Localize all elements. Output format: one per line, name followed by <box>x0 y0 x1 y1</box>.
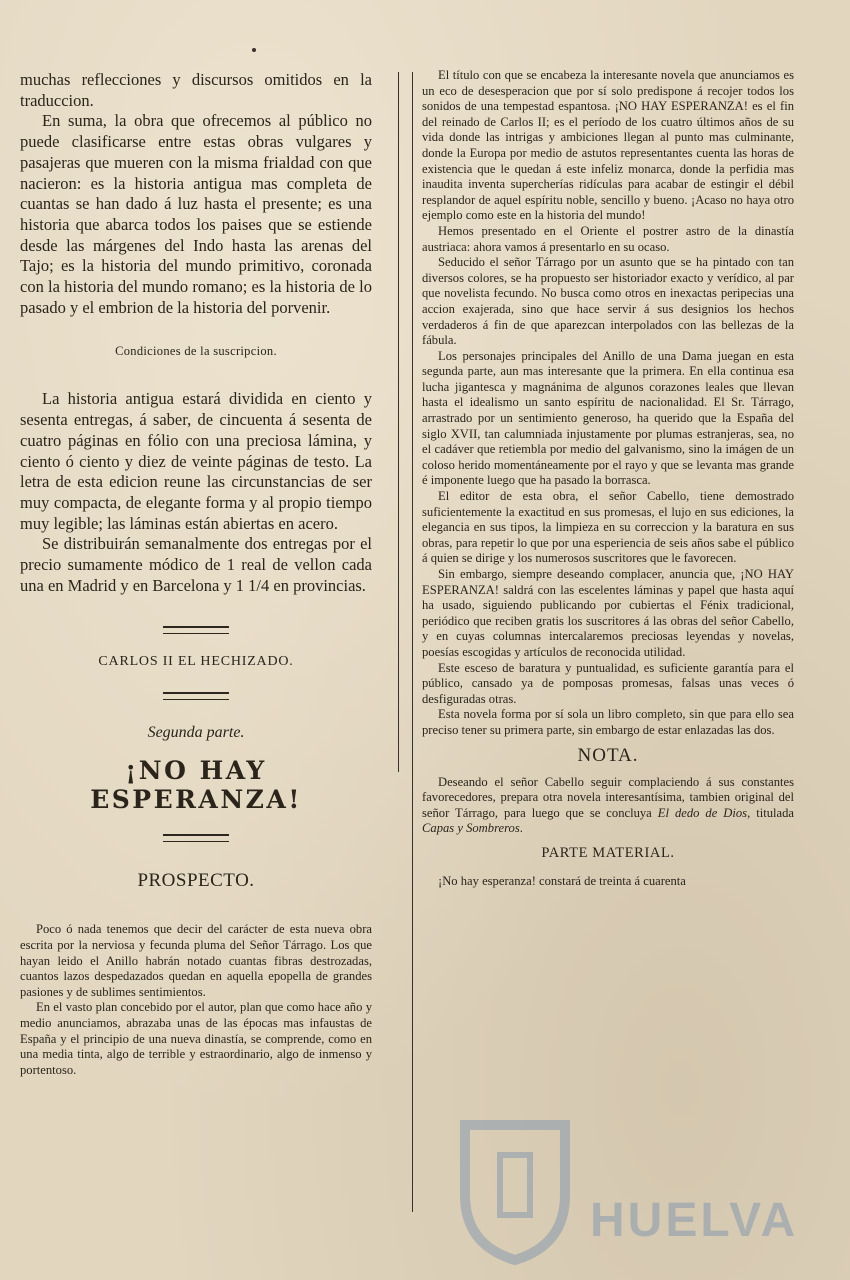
ornamental-rule <box>163 692 229 700</box>
right-column <box>422 68 794 890</box>
paragraph: Sin embargo, siempre deseando complacer, anuncia que, ¡NO HAY ESPERANZA! saldrá con las escelentes láminas y papel que hasta aquí ha usado, siguiendo publicando por cubiertas el Fénix tradicional, periódico que reciben gratis los suscritores á las obras del señor Cabello, y en cuyas columnas intercalaremos preciosas leyendas y novelas, poesías escogidas y artículos de reconocida utilidad. <box>422 567 794 659</box>
nota-italic-title: El dedo de Dios <box>657 805 748 820</box>
watermark-text: HUELVA <box>590 1194 799 1247</box>
shield-icon <box>445 1115 585 1265</box>
parte-material-heading: PARTE MATERIAL. <box>541 844 675 861</box>
part-title: Segunda parte. <box>147 724 245 742</box>
paragraph: Este esceso de baratura y puntualidad, es suficiente garantía para el público, cansado ya de pomposas promesas, falsas unas veces ó desfiguradas otras. <box>422 660 794 706</box>
column-divider-left <box>398 72 399 772</box>
display-title: ¡NO HAY ESPERANZA! <box>90 756 302 815</box>
paragraph: Los personajes principales del Anillo de una Dama juegan en esta segunda parte, aun mas interesante que la primera. En ella continua esa lucha jigantesca y magnánima de algunos corazones leales que llevan hasta el idealismo un santo espíritu de nacionalidad. El Sr. Tárrago, arrastrado por un sentimiento generoso, ha querido que la España del siglo XVII, tan calumniada injustamente por plumas estranjeras, sea, no el cadáver que retiembla por medio del galvanismo, sino la imágen de un coloso herido momentáneamente por el rayo y que se levanta mas grande é imponente luego que ha pasado la borrasca. <box>422 348 794 488</box>
nota-text: Deseando el señor Cabello seguir complaciendo á sus constantes favorecedores, prepara otra novela interesantísima, tambien original del señor Tárrago, para luego que se concluya <box>422 774 794 820</box>
paragraph: ¡No hay esperanza! constará de treinta á cuarenta <box>438 873 686 888</box>
paragraph: muchas reflecciones y discursos omitidos en la traduccion. <box>20 70 372 110</box>
paragraph: En el vasto plan concebido por el autor, plan que como hace año y medio anunciamos, abrazaba unas de las épocas mas infaustas de España y el principio de una nueva dinastía, se comprende, como en una media tinta, algo de terrible y estraordinario, algo de inmenso y portentoso. <box>20 1000 372 1077</box>
paragraph: Poco ó nada tenemos que decir del carácter de esta nueva obra escrita por la nerviosa y fecunda pluma del Señor Tárrago. Los que hayan leido el Anillo habrán notado cuantas fibras destrozadas, cuantos lazos despedazados quedan en aquella epopella de grandes pasiones y de sublimes sentimientos. <box>20 922 372 999</box>
left-column <box>20 70 372 1078</box>
paragraph: El título con que se encabeza la interesante novela que anunciamos es un eco de desesperacion que por sí solo predispone á recojer todos los sonidos de una tempestad espantosa. ¡NO HAY ESPERANZA! es el fin del reinado de Carlos II; es el período de los cuatro últimos años de su vida donde las intrigas y ambiciones llegan al punto mas culminante, donde la Europa por medio de astutos representantes cuenta las horas de existencia que le quedan á este infeliz monarca, donde la perfidia mas inaudita inventa supercherías ridículas para acabar de estingir el débil resplandor de aquel espíritu noble, sencillo y bueno. ¡Acaso no haya otro ejemplo como este en la historia del mundo! <box>422 68 794 223</box>
paragraph: Esta novela forma por sí sola un libro completo, sin que para ello sea preciso tener su primera parte, sin embargo de estar enlazadas las dos. <box>422 707 794 737</box>
ornamental-rule <box>163 626 229 634</box>
work-title: CARLOS II EL HECHIZADO. <box>98 654 294 670</box>
paragraph: La historia antigua estará dividida en ciento y sesenta entregas, á saber, de cincuenta á sesenta de cuatro páginas en fólio con una preciosa lámina, y ciento ó ciento y diez de veinte páginas de testo. La letra de esta edicion reune las circunstancias de ser muy compacta, de elegante forma y al propio tiempo muy legible; las láminas están abiertas en acero. <box>20 389 372 533</box>
nota-heading: NOTA. <box>577 744 639 766</box>
nota-text: , titulada <box>747 805 795 820</box>
paragraph: En suma, la obra que ofrecemos al público no puede clasificarse entre estas obras vulgares y pasajeras que mueren con la misma frialdad con que nacieron: es la historia antigua mas completa de cuantas se han dado á luz hasta el presente; es una historia que abarca todos los paises que se estiende desde las márgenes del Indo hasta las arenas del Tajo; es la historia del mundo primitivo, coronada con la historia del mundo romano; es la historia de lo pasado y el embrion de la historia del porvenir. <box>20 111 372 317</box>
paragraph: Se distribuirán semanalmente dos entregas por el precio sumamente módico de 1 real de vellon cada una en Madrid y en Barcelona y 1 1/4 en provincias. <box>20 534 372 595</box>
conditions-heading: Condiciones de la suscripcion. <box>115 344 277 359</box>
nota-italic-title: Capas y Sombreros <box>422 821 520 836</box>
ink-dot <box>252 48 256 52</box>
paragraph: El editor de esta obra, el señor Cabello, tiene demostrado suficientemente la exactitud en sus promesas, el lujo en sus ediciones, la elegancia en sus tipos, la limpieza en su correccion y la baratura en sus obras, para repetir lo que por una esperiencia de seis años sabe el público á quien se dirige y los numerosos suscritores que le favorecen. <box>422 489 794 566</box>
nota-paragraph <box>422 775 794 837</box>
ornamental-rule <box>163 834 229 842</box>
paragraph: Hemos presentado en el Oriente el postrer astro de la dinastía austriaca: ahora vamos á presentarlo en su ocaso. <box>422 223 794 254</box>
column-divider-right <box>412 72 413 1212</box>
nota-text: . <box>519 821 523 836</box>
paragraph: Seducido el señor Tárrago por un asunto que se ha pintado con tan diversos colores, se ha propuesto ser historiador exacto y verídico, al par que novelista fecundo. No busca como otros en inexactas peripecias una accion exajerada, sino que hace servir á sus designios los hechos verdaderos á fin de que aparezcan interpolados con las bellezas de la fábula. <box>422 255 794 348</box>
library-watermark <box>445 1115 805 1265</box>
prospecto-heading: PROSPECTO. <box>137 870 255 892</box>
